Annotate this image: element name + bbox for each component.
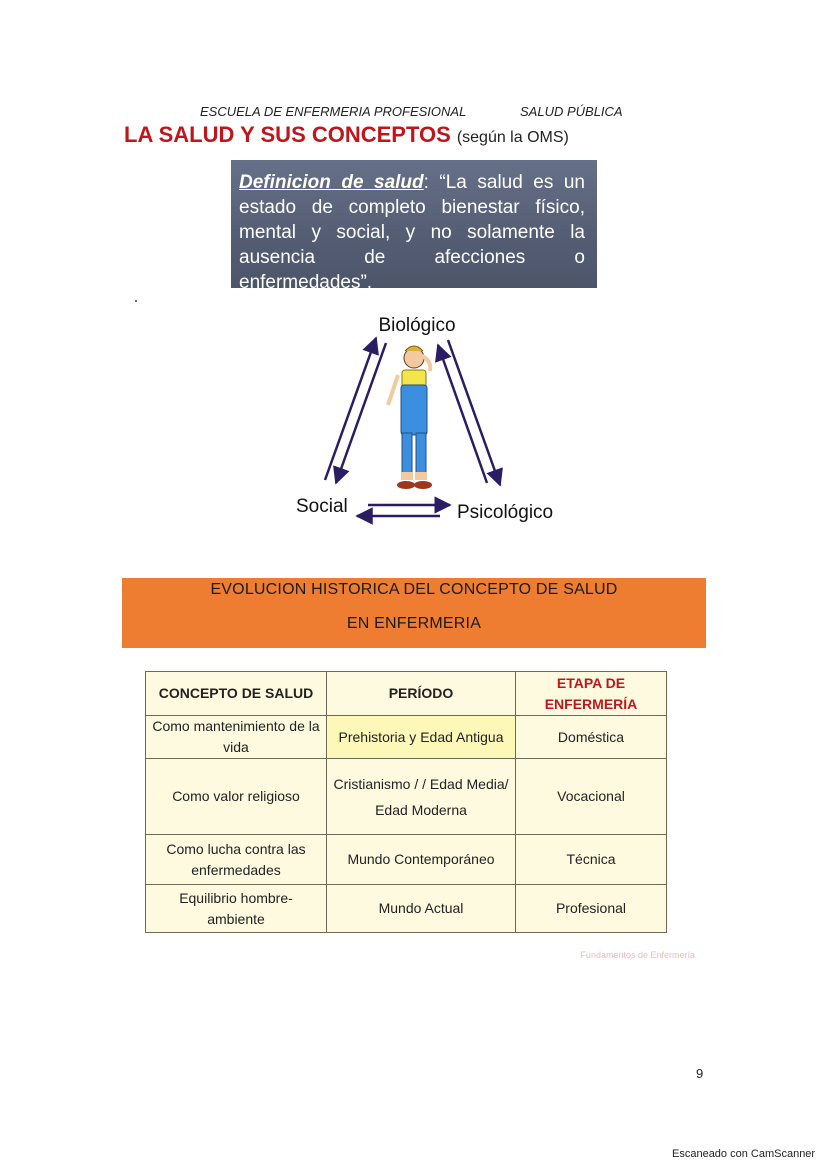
label-psychological: Psicológico [457,502,554,523]
cell-periodo: Prehistoria y Edad Antigua [327,716,516,759]
cell-concepto: Como valor religioso [146,759,327,835]
faint-watermark: Fundamentos de Enfermería [580,950,695,960]
table-row [146,885,667,933]
cell-concepto: Equilibrio hombre- ambiente [146,885,327,933]
table-header-row [146,672,667,716]
table-row [146,759,667,835]
cell-periodo: Mundo Actual [327,885,516,933]
cell-periodo: Cristianismo / / Edad Media/ Edad Moderna [327,759,516,835]
cell-etapa: Doméstica [516,716,667,759]
scanner-footer: Escaneado con CamScanner [672,1148,816,1160]
cell-etapa: Profesional [516,885,667,933]
arrow-psychological-to-biological [438,345,487,483]
arrow-biological-to-social [336,343,386,483]
table-row [146,835,667,885]
header-etapa: ETAPA DE ENFERMERÍA [516,672,667,716]
cell-etapa: Vocacional [516,759,667,835]
label-biological: Biológico [378,315,456,336]
school-name: ESCUELA DE ENFERMERIA PROFESIONAL [200,104,467,119]
page-title-main: LA SALUD Y SUS CONCEPTOS [124,122,451,147]
cell-etapa: Técnica [516,835,667,885]
subject-name: SALUD PÚBLICA [520,104,623,119]
scan-speck [135,300,137,302]
label-social: Social [296,496,348,517]
page-title [124,122,569,152]
header-periodo: PERÍODO [327,672,516,716]
history-table-container [122,648,706,973]
cell-concepto: Como lucha contra las enfermedades [146,835,327,885]
section-title-line2: EN ENFERMERIA [346,615,482,632]
page-title-sub: (según la OMS) [456,129,569,146]
section-banner [122,578,706,648]
health-dimensions-diagram [280,305,560,535]
document-header [200,104,640,122]
table-row [146,716,667,759]
history-table [145,671,667,933]
definition-text: : “La salud es un estado de completo bienestar físico, mental y social, y no solamente la ausencia de afecciones o enfermedades”. [239,172,585,293]
arrow-biological-to-psychological [448,340,500,485]
section-title-line1: EVOLUCION HISTORICA DEL CONCEPTO DE SALUD [210,581,618,598]
person-illustration [388,346,432,489]
definition-term: Definicion de salud [239,172,424,193]
page-number: 9 [696,1066,704,1081]
definition-box [231,160,597,293]
header-concepto: CONCEPTO DE SALUD [146,672,327,716]
arrow-social-to-biological [325,338,376,480]
cell-periodo: Mundo Contemporáneo [327,835,516,885]
cell-concepto: Como mantenimiento de la vida [146,716,327,759]
